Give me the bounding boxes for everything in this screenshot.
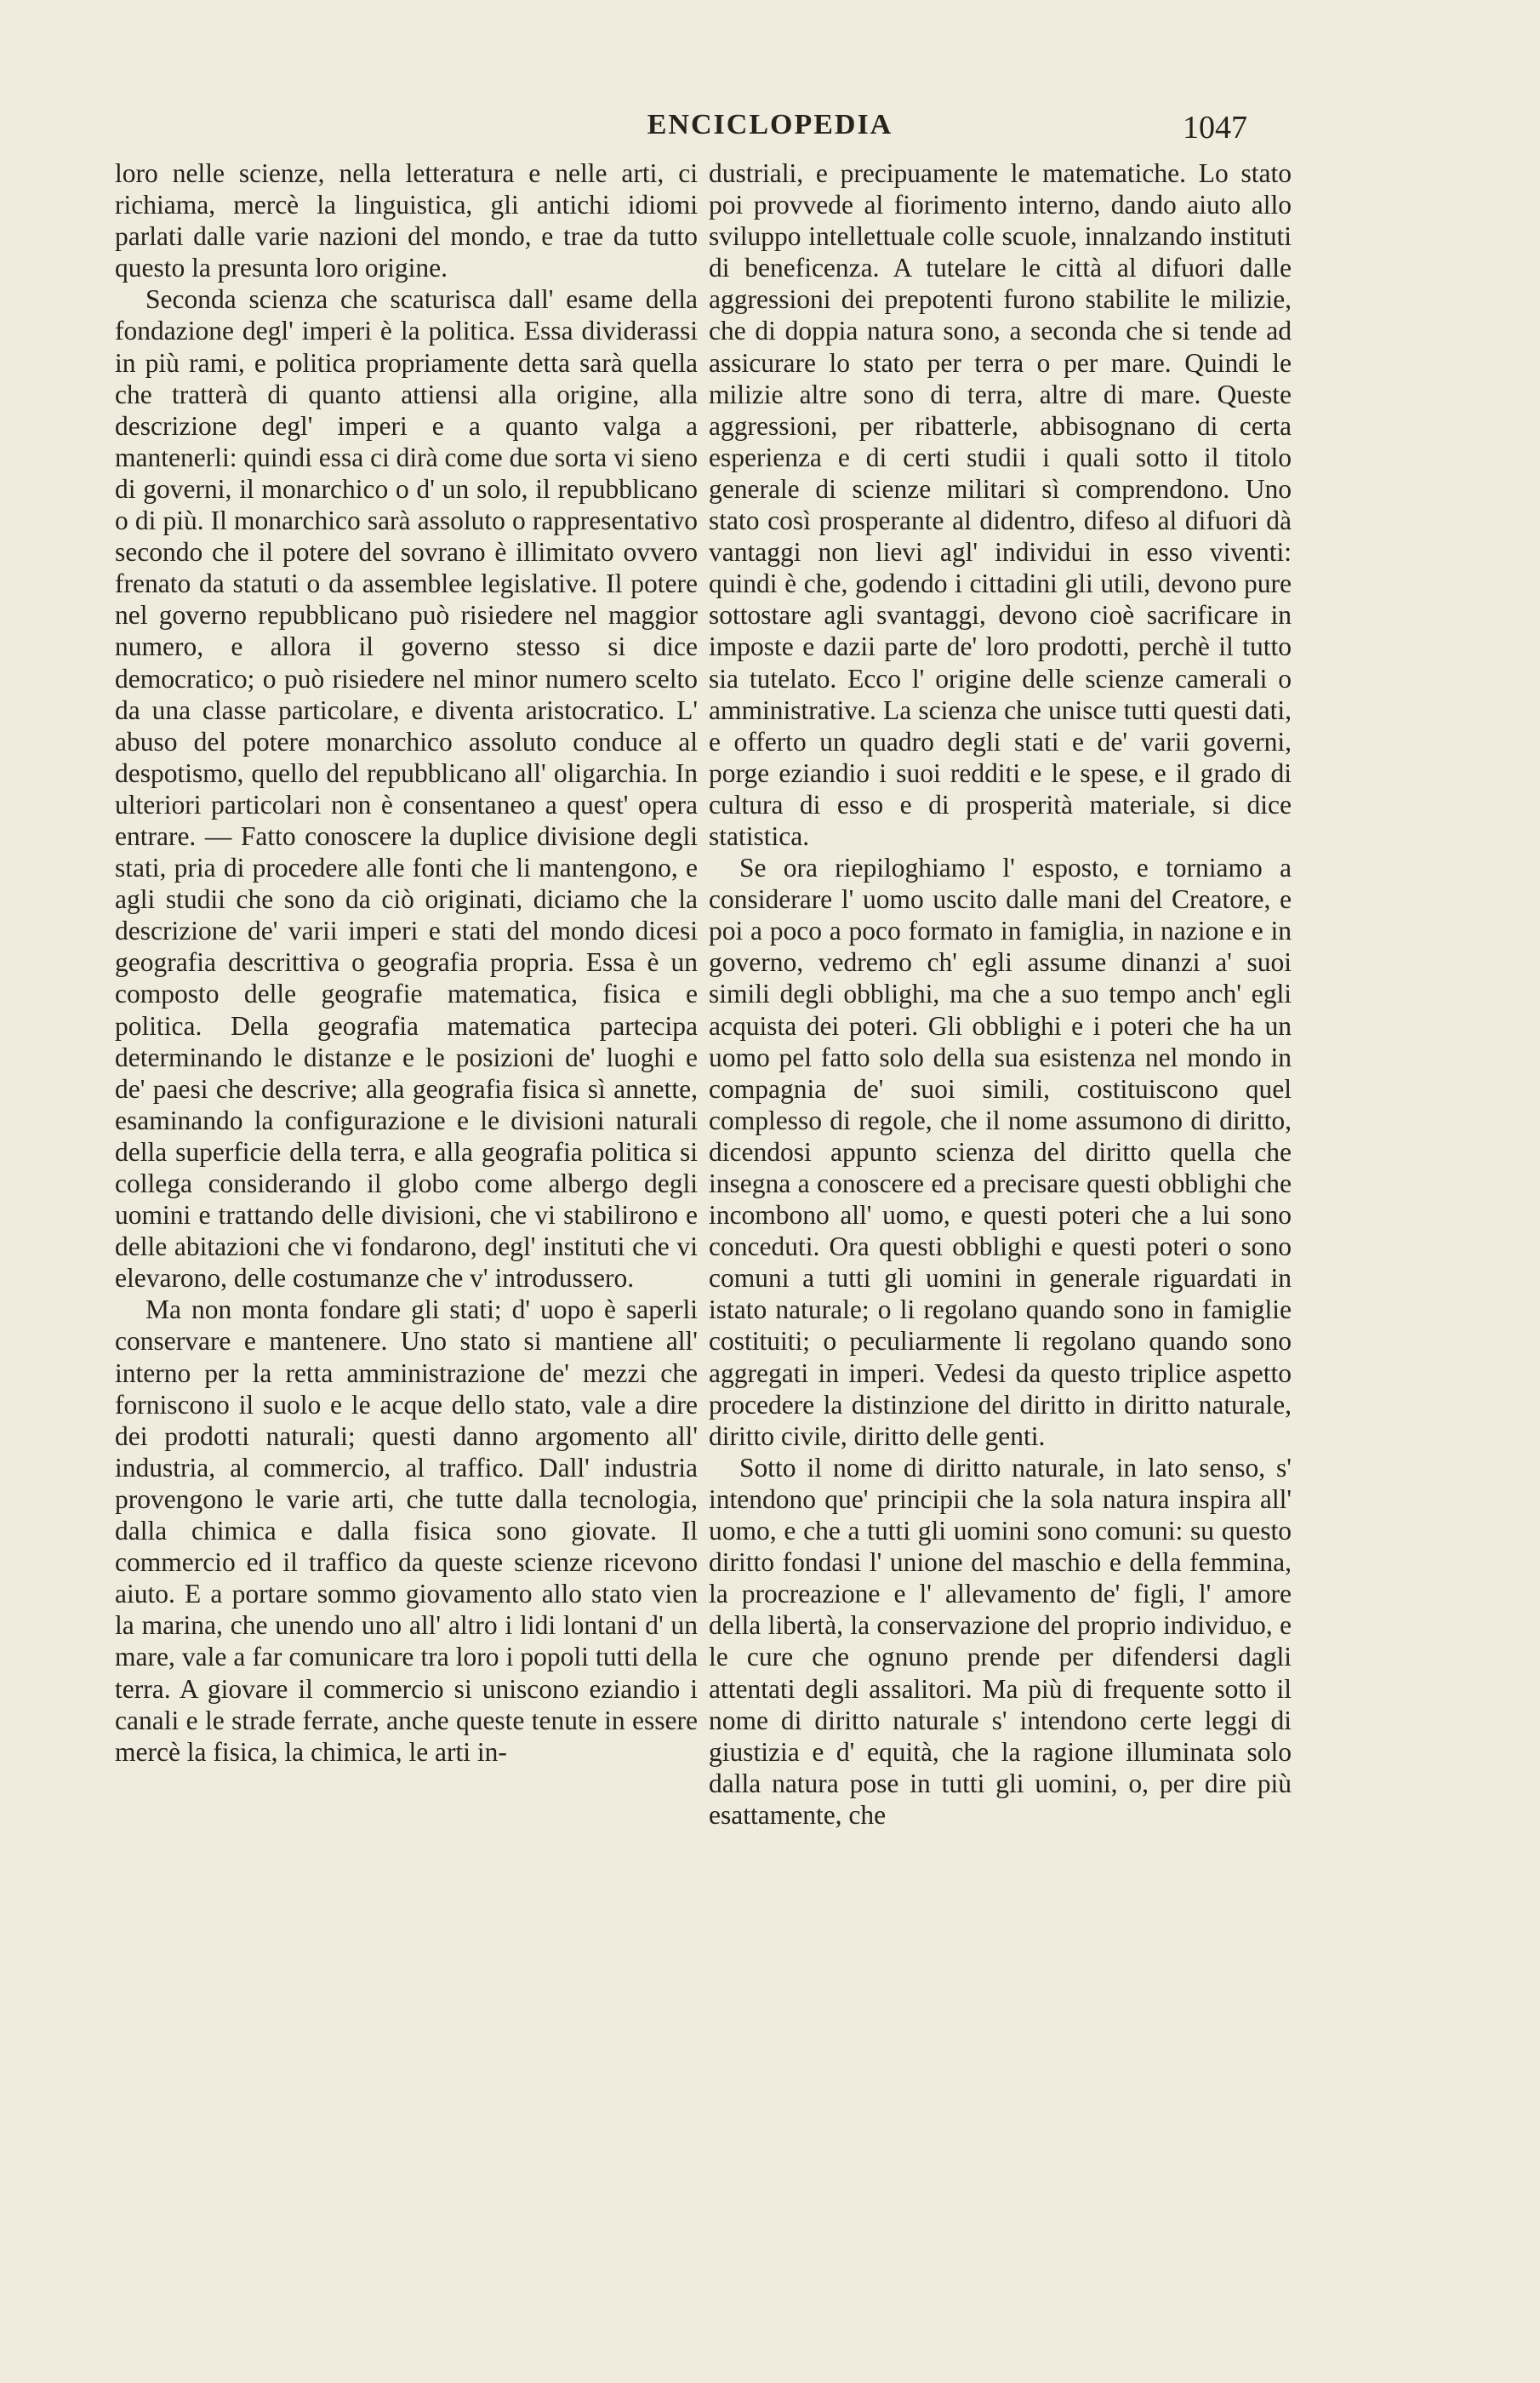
right-column [709,157,1292,1831]
paragraph: Ma non monta fondare gli stati; d' uopo è saperli conservare e mantenere. Uno stato si mantiene all' interno per la retta amministrazione de' mezzi che forniscono il suolo e le acque dello stato, vale a dire dei prodotti naturali; questi danno argomento all' industria, al commercio, al traffico. Dall' industria provengono le varie arti, che tutte dalla tecnologia, dalla chimica e dalla fisica sono giovate. Il commercio ed il traffico da queste scienze ricevono aiuto. E a portare sommo giovamento allo stato vien la marina, che unendo uno all' altro i lidi lontani d' un mare, vale a far comunicare tra loro i popoli tutti della terra. A giovare il commercio si uniscono eziandio i canali e le strade ferrate, anche queste tenute in essere mercè la fisica, la chimica, le arti in- [115,1294,698,1767]
running-head [0,109,1540,151]
paragraph: Sotto il nome di diritto naturale, in lato senso, s' intendono que' principii che la sola natura inspira all' uomo, e che a tutti gli uomini sono comuni: su questo diritto fondasi l' unione del maschio e della femmina, la procreazione e l' allevamento de' figli, l' amore della libertà, la conservazione del proprio individuo, e le cure che ognuno prende per difendersi dagli attentati degli assalitori. Ma più di frequente sotto il nome di diritto naturale s' intendono certe leggi di giustizia e d' equità, che la ragione illuminata solo dalla natura pose in tutti gli uomini, o, per dire più esattamente, che [709,1452,1292,1830]
paragraph: Se ora riepiloghiamo l' esposto, e torniamo a considerare l' uomo uscito dalle mani del Creatore, e poi a poco a poco formato in famiglia, in nazione e in governo, vedremo ch' egli assume dinanzi a' suoi simili degli obblighi, ma che a suo tempo anch' egli acquista dei poteri. Gli obblighi e i poteri che ha un uomo pel fatto solo della sua esistenza nel mondo in compagnia de' suoi simili, costituiscono quel complesso di regole, che il nome assumono di diritto, dicendosi appunto scienza del diritto quella che insegna a conoscere ed a precisare questi obblighi che incombono all' uomo, e questi poteri che a lui sono conceduti. Ora questi obblighi e questi poteri o sono comuni a tutti gli uomini in generale riguardati in istato naturale; o li regolano quando sono in famiglie costituiti; o peculiarmente li regolano quando sono aggregati in imperi. Vedesi da questo triplice aspetto procedere la distinzione del diritto in diritto naturale, diritto civile, diritto delle genti. [709,853,1292,1451]
left-column [115,157,698,1768]
running-title: ENCICLOPEDIA [647,109,893,140]
paragraph: Seconda scienza che scaturisca dall' esame della fondazione degl' imperi è la politica. Essa dividerassi in più rami, e politica propriamente detta sarà quella che tratterà di quanto attiensi alla origine, alla descrizione degl' imperi e a quanto valga a mantenerli: quindi essa ci dirà come due sorta vi sieno di governi, il monarchico o d' un solo, il repubblicano o di più. Il monarchico sarà assoluto o rappresentativo secondo che il potere del sovrano è illimitato ovvero frenato da statuti o da assemblee legislative. Il potere nel governo repubblicano può risiedere nel maggior numero, e allora il governo stesso si dice democratico; o può risiedere nel minor numero scelto da una classe particolare, e diventa aristocratico. L' abuso del potere monarchico assoluto conduce al despotismo, quello del repubblicano all' oligarchia. In ulteriori particolari non è consentaneo a quest' opera entrare. — Fatto conoscere la duplice divisione degli stati, pria di procedere alle fonti che li mantengono, e agli studii che sono da ciò originati, diciamo che la descrizione de' varii imperi e stati del mondo dicesi geografia descrittiva o geografia propria. Essa è un composto delle geografie matematica, fisica e politica. Della geografia matematica partecipa determinando le distanze e le posizioni de' luoghi e de' paesi che descrive; alla geografia fisica sì annette, esaminando la configurazione e le divisioni naturali della superficie della terra, e alla geografia politica si collega considerando il globo come albergo degli uomini e trattando delle divisioni, che vi stabilirono e delle abitazioni che vi fondarono, degl' instituti che vi elevarono, delle costumanze che v' introdussero. [115,284,698,1294]
page-number: 1047 [1183,110,1247,146]
paragraph: dustriali, e precipuamente le matematiche. Lo stato poi provvede al fiorimento interno, dando aiuto allo sviluppo intellettuale colle scuole, innalzando instituti di beneficenza. A tutelare le città al difuori dalle aggressioni dei prepotenti furono stabilite le milizie, che di doppia natura sono, a seconda che si tende ad assicurare lo stato per terra o per mare. Quindi le milizie altre sono di terra, altre di mare. Queste aggressioni, per ribatterle, abbisognano di certa esperienza e di certi studii i quali sotto il titolo generale di scienze militari sì comprendono. Uno stato così prosperante al didentro, difeso al difuori dà vantaggi non lievi agl' individui in esso viventi: quindi è che, godendo i cittadini gli utili, devono pure sottostare agli svantaggi, devono cioè sacrificare in imposte e dazii parte de' loro prodotti, perchè il tutto sia tutelato. Ecco l' origine delle scienze camerali o amministrative. La scienza che unisce tutti questi dati, e offerto un quadro degli stati e de' varii governi, porge eziandio i suoi redditi e le spese, e il grado di cultura di esso e di prosperità materiale, si dice statistica. [709,158,1292,851]
paragraph: loro nelle scienze, nella letteratura e nelle arti, ci richiama, mercè la linguistica, gli antichi idiomi parlati dalle varie nazioni del mondo, e trae da tutto questo la presunta loro origine. [115,158,698,283]
